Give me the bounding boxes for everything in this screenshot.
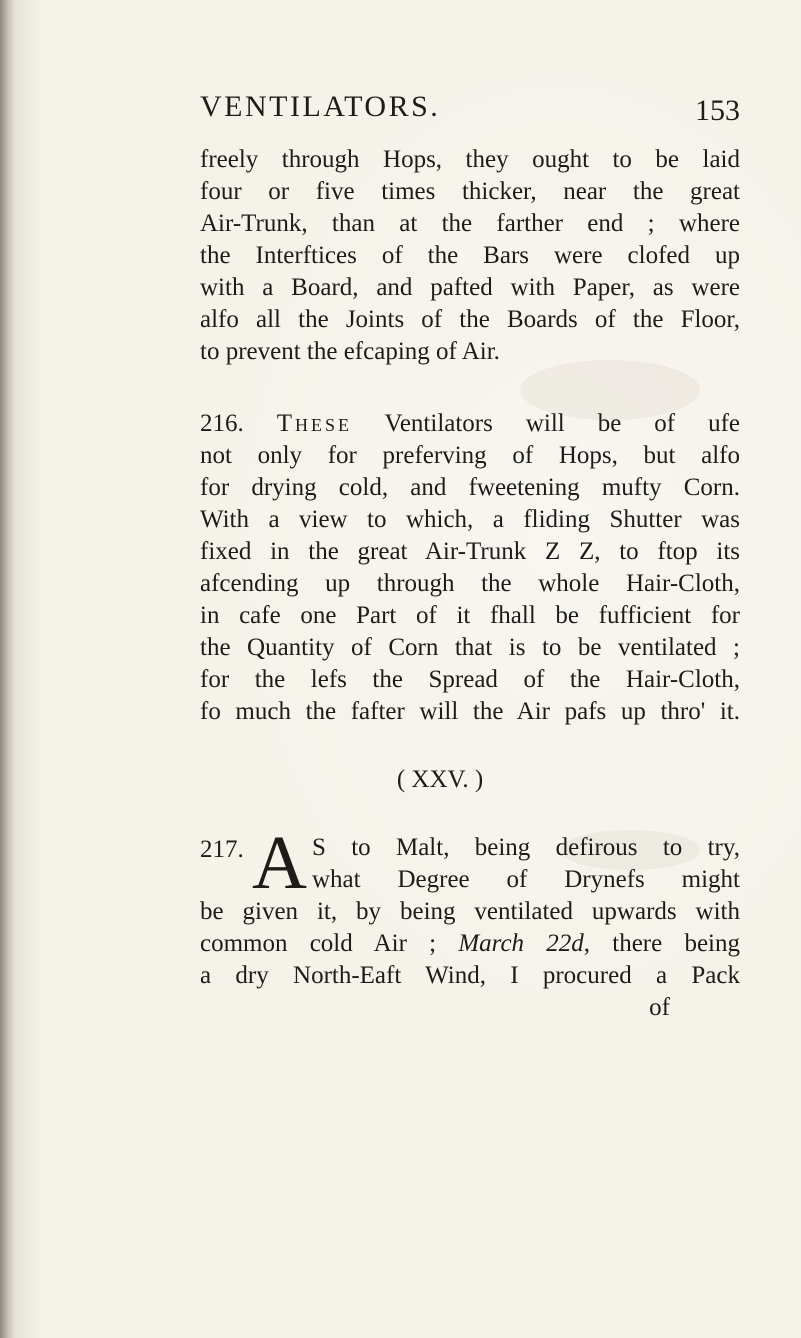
text-line: a dry North-Eaft Wind, I procured a Pack xyxy=(200,962,740,989)
text-line: freely through Hops, they ought to be laid xyxy=(200,146,740,173)
text-line: fixed in the great Air-Trunk Z Z, to ftop its xyxy=(200,538,740,565)
text-line: afcending up through the whole Hair-Cloth, xyxy=(200,570,740,597)
page-gutter-shadow xyxy=(0,0,14,1338)
text-line xyxy=(200,928,740,960)
first-line-text: Ventilators will be of ufe xyxy=(384,410,740,437)
text-line: fo much the fafter will the Air pafs up thro' it. xyxy=(200,698,740,725)
text-line: the Quantity of Corn that is to be ventilated ; xyxy=(200,634,740,661)
paragraph-number: 216. xyxy=(200,410,244,437)
paragraph-217 xyxy=(200,821,740,1024)
text-line: the Interftices of the Bars were clofed up xyxy=(200,242,740,269)
lead-word: These xyxy=(276,410,353,437)
text-line-part: common cold Air ; March 22d, there being xyxy=(200,930,740,957)
italic-date: March 22d xyxy=(458,930,584,957)
text-line: what Degree of Drynefs might xyxy=(312,866,740,893)
catchword xyxy=(200,992,740,1024)
text-line: S to Malt, being defirous to try, xyxy=(312,834,740,861)
text-line: not only for preferving of Hops, but alfo xyxy=(200,442,740,469)
text-line: to prevent the efcaping of Air. xyxy=(200,338,500,365)
page-number: 153 xyxy=(695,94,740,127)
paragraph-gap xyxy=(200,368,740,408)
text-line: four or five times thicker, near the great xyxy=(200,178,740,205)
text-line: alfo all the Joints of the Boards of the Floor, xyxy=(200,306,740,333)
paragraph-first-line xyxy=(200,408,740,440)
text-line: in cafe one Part of it fhall be fufficient for xyxy=(200,602,740,629)
drop-cap-letter: A xyxy=(252,821,307,905)
running-head: VENTILATORS. xyxy=(200,90,441,123)
text-line: for the lefs the Spread of the Hair-Cloth, xyxy=(200,666,740,693)
dropcap-row xyxy=(200,821,740,905)
text-line: With a view to which, a fliding Shutter was xyxy=(200,506,740,533)
text-block xyxy=(200,92,740,1024)
section-number: ( XXV. ) xyxy=(396,766,484,793)
paragraph-continued xyxy=(200,144,740,368)
section-gap xyxy=(200,728,740,764)
paragraph-number: 217. xyxy=(200,836,244,863)
catchword-text: of xyxy=(649,994,670,1021)
page-header xyxy=(200,92,740,144)
paragraph-216 xyxy=(200,408,740,728)
text-line: be given it, by being ventilated upwards with xyxy=(200,898,740,925)
text-line: for drying cold, and fweetening mufty Corn. xyxy=(200,474,740,501)
text-line: Air-Trunk, than at the farther end ; where xyxy=(200,210,740,237)
text-line: with a Board, and pafted with Paper, as were xyxy=(200,274,740,301)
